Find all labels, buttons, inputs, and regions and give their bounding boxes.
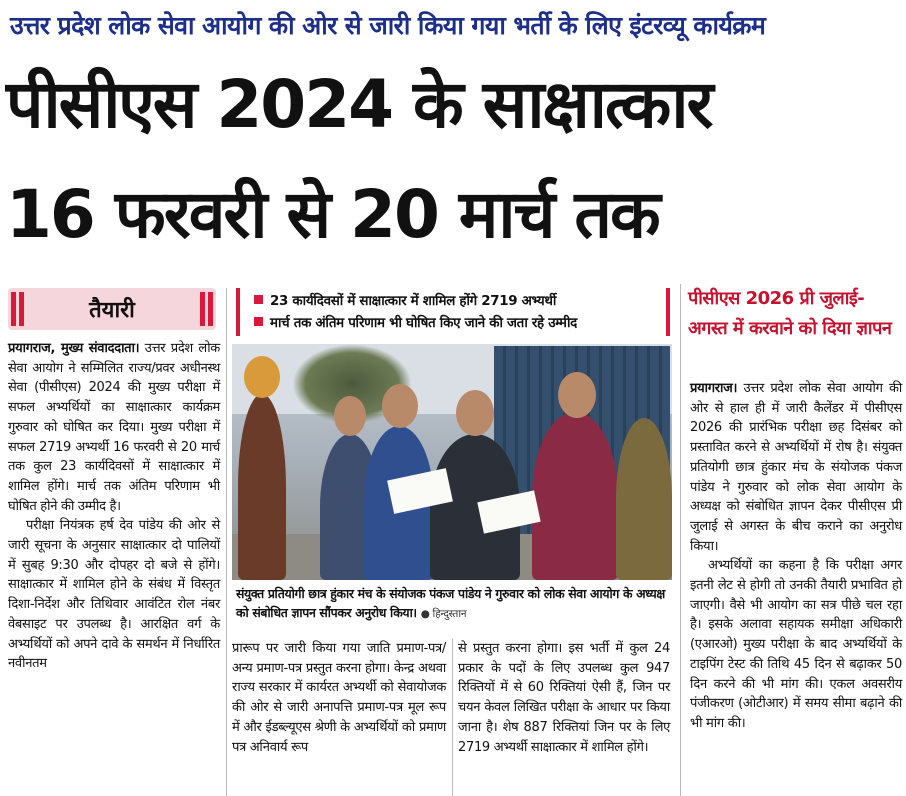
story-paragraph: से प्रस्तुत करना होगा। इस भर्ती में कुल 24 प्रकार के पदों के लिए उपलब्ध कुल 947 रिक्तियों में से 60 रिक्तियां ऐसी हैं, जिन पर चयन केवल लिखित परीक्षा के आधार पर किया जाना है। शेष 887 रिक्तियां जिन पर के लिए 2719 अभ्यर्थी साक्षात्कार में शामिल होंगे। xyxy=(458,641,670,755)
side-story-title: पीसीएस 2026 प्री जुलाई-अगस्त में करवाने को दिया ज्ञापन xyxy=(688,288,892,339)
paragraph-text: उत्तर प्रदेश लोक सेवा आयोग ने सम्मिलित राज्य/प्रवर अधीनस्थ सेवा (पीसीएस) 2024 की मुख्य परीक्षा में सफल अभ्यर्थियों का साक्षात्कार कार्यक्रम गुरुवार को घोषित कर दिया। मुख्य परीक्षा में सफल 2719 अभ्यर्थी 16 फरवरी से 20 मार्च तक कुल 23 कार्यदिवसों में साक्षात्कार में शामिल होंगे। मार्च तक अंतिम परिणाम भी घोषित होने की उम्मीद है। xyxy=(8,341,220,514)
story-paragraph: अभ्यर्थियों का कहना है कि परीक्षा अगर इतनी लेट से होगी तो उनकी तैयारी प्रभावित हो जाएगी। वैसे भी आयोग का सत्र पीछे चल रहा है। इसके अलावा सहायक समीक्षा अधिकारी (एआरओ) मुख्य परीक्षा के बाद अभ्यर्थियों के टाइपिंग टेस्ट की तिथि 45 दिन से बढ़ाकर 50 दिन करने की भी मांग की। एकल अवसरीय पंजीकरण (ओटीआर) में समय सीमा बढ़ाने की भी मांग की। xyxy=(690,558,902,731)
highlights-edge xyxy=(236,288,240,336)
section-tag xyxy=(8,288,216,330)
highlight-item xyxy=(254,313,577,331)
photo-caption-text: संयुक्त प्रतियोगी छात्र हुंकार मंच के संयोजक पंकज पांडेय ने गुरुवार को लोक सेवा आयोग के अध्यक्ष को संबोधित ज्ञापन सौंपकर अनुरोध किया। xyxy=(236,586,665,620)
paragraph-text: उत्तर प्रदेश लोक सेवा आयोग की ओर से हाल ही में जारी कैलेंडर में पीसीएस 2026 की प्रारंभिक परीक्षा छह दिसंबर को प्रस्तावित करने से अभ्यर्थियों में रोष है। संयुक्त प्रतियोगी छात्र हुंकार मंच के संयोजक पंकज पांडेय ने गुरुवार को लोक सेवा आयोग के अध्यक्ष को संबोधित ज्ञापन देकर पीसीएस प्री जुलाई से अगस्त के बीच कराने का अनुरोध किया। xyxy=(690,381,902,554)
photo-credit: ● हिन्दुस्तान xyxy=(420,608,467,620)
tag-bar-decoration xyxy=(208,292,213,326)
news-photo xyxy=(232,344,672,580)
story-paragraph xyxy=(8,339,220,516)
dateline: प्रयागराज। xyxy=(690,381,738,396)
photo-head xyxy=(334,396,366,436)
main-story-column-3 xyxy=(458,639,670,757)
story-paragraph xyxy=(690,379,902,556)
photo-head xyxy=(382,384,418,428)
dateline: प्रयागराज, मुख्य संवाददाता। xyxy=(8,341,140,356)
photo-person xyxy=(616,418,672,580)
headline-line-1: पीसीएस 2024 के साक्षात्कार xyxy=(6,66,712,143)
column-divider xyxy=(452,639,453,796)
highlights-box xyxy=(236,288,670,336)
main-story-column-1 xyxy=(8,339,220,674)
bullet-square-icon xyxy=(254,295,263,304)
highlight-item xyxy=(254,291,556,309)
photo-head xyxy=(456,390,494,436)
photo-head xyxy=(558,372,596,418)
section-tag-label: तैयारी xyxy=(89,298,135,323)
headline-line-2: 16 फरवरी से 20 मार्च तक xyxy=(6,176,659,253)
highlights-edge xyxy=(666,288,670,336)
photo-head xyxy=(244,356,280,398)
highlight-text: मार्च तक अंतिम परिणाम भी घोषित किए जाने की जता रहे उम्मीद xyxy=(270,316,577,331)
kicker-headline: उत्तर प्रदेश लोक सेवा आयोग की ओर से जारी किया गया भर्ती के लिए इंटरव्यू कार्यक्रम xyxy=(10,11,766,40)
side-story-column xyxy=(690,379,902,734)
story-paragraph: प्रारूप पर जारी किया गया जाति प्रमाण-पत्र/अन्य प्रमाण-पत्र प्रस्तुत करना होगा। केन्द्र अथवा राज्य सरकार में कार्यरत अभ्यर्थी को सेवायोजक की ओर से जारी अनापत्ति प्रमाण-पत्र मूल रूप में और ईडब्ल्यूएस श्रेणी के अभ्यर्थियों को प्रमाण पत्र अनिवार्य रूप xyxy=(232,641,446,755)
column-divider xyxy=(226,288,227,796)
photo-person xyxy=(532,412,618,580)
photo-person xyxy=(238,394,286,580)
bullet-square-icon xyxy=(254,317,263,326)
main-story-column-2 xyxy=(232,639,446,757)
highlight-text: 23 कार्यदिवसों में साक्षात्कार में शामिल होंगे 2719 अभ्यर्थी xyxy=(270,294,557,309)
photo-caption xyxy=(236,584,670,624)
tag-bar-decoration xyxy=(200,292,205,326)
column-divider xyxy=(680,284,681,796)
story-paragraph: परीक्षा नियंत्रक हर्ष देव पांडेय की ओर से जारी सूचना के अनुसार साक्षात्कार दो पालियों में सुबह 9:30 और दोपहर दो बजे से होंगे। साक्षात्कार में शामिल होने के संबंध में विस्तृत दिशा-निर्देश और तिथिवार आवंटित रोल नंबर वेबसाइट पर उपलब्ध है। आरक्षित वर्ग के अभ्यर्थियों को अपने दावे के समर्थन में निर्धारित नवीनतम xyxy=(8,518,220,672)
